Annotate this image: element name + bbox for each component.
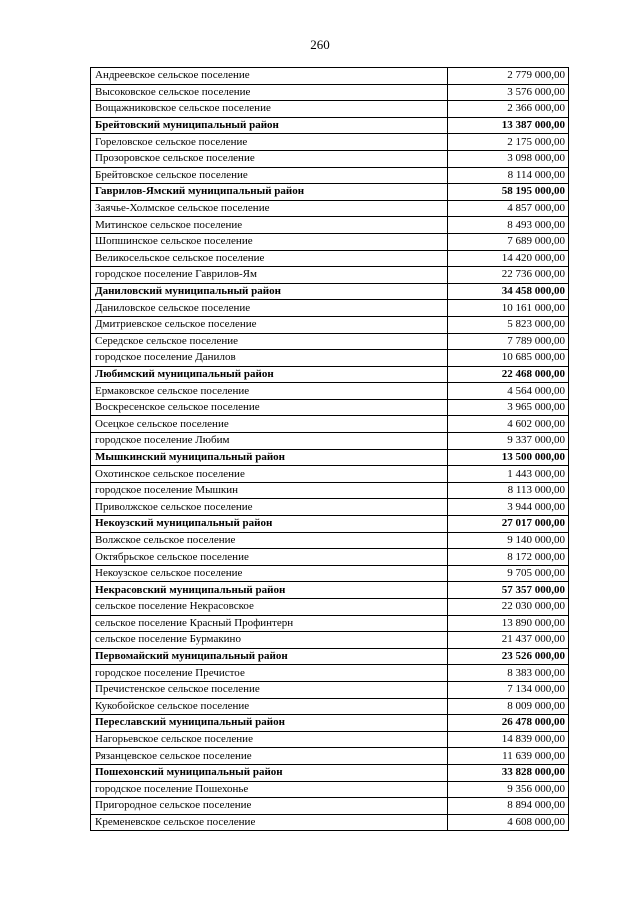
settlement-row [91,101,569,118]
settlement-amount-cell: 14 420 000,00 [448,250,569,267]
settlement-row [91,134,569,151]
settlement-amount-cell: 4 564 000,00 [448,383,569,400]
district-total-row [91,764,569,781]
settlement-name-cell: Великосельское сельское поселение [91,250,448,267]
settlement-name-cell: Некоузское сельское поселение [91,565,448,582]
settlement-row [91,68,569,85]
settlement-row [91,167,569,184]
settlement-row [91,333,569,350]
settlement-row [91,665,569,682]
settlement-row [91,748,569,765]
settlement-amount-cell: 8 113 000,00 [448,482,569,499]
settlement-amount-cell: 2 366 000,00 [448,101,569,118]
district-amount-cell: 58 195 000,00 [448,184,569,201]
settlement-row [91,549,569,566]
settlement-amount-cell: 4 608 000,00 [448,814,569,831]
settlement-row [91,433,569,450]
settlement-name-cell: Кременевское сельское поселение [91,814,448,831]
settlement-row [91,150,569,167]
settlement-amount-cell: 1 443 000,00 [448,466,569,483]
district-amount-cell: 33 828 000,00 [448,764,569,781]
settlement-amount-cell: 13 890 000,00 [448,615,569,632]
settlement-row [91,681,569,698]
settlement-row [91,84,569,101]
district-total-row [91,582,569,599]
settlement-name-cell: Заячье-Холмское сельское поселение [91,200,448,217]
settlement-row [91,267,569,284]
district-total-row [91,516,569,533]
district-amount-cell: 23 526 000,00 [448,648,569,665]
settlement-row [91,200,569,217]
settlement-row [91,350,569,367]
settlement-name-cell: сельское поселение Красный Профинтерн [91,615,448,632]
settlement-row [91,316,569,333]
settlement-amount-cell: 5 823 000,00 [448,316,569,333]
settlement-row [91,814,569,831]
settlement-name-cell: Вощажниковское сельское поселение [91,101,448,118]
settlement-amount-cell: 2 175 000,00 [448,134,569,151]
settlement-row [91,798,569,815]
settlement-amount-cell: 7 134 000,00 [448,681,569,698]
district-total-row [91,117,569,134]
district-total-row [91,184,569,201]
district-name-cell: Некоузский муниципальный район [91,516,448,533]
page-number: 260 [310,37,330,52]
settlement-row [91,565,569,582]
settlement-amount-cell: 8 009 000,00 [448,698,569,715]
settlement-amount-cell: 22 736 000,00 [448,267,569,284]
settlement-amount-cell: 8 114 000,00 [448,167,569,184]
district-name-cell: Первомайский муниципальный район [91,648,448,665]
settlement-amount-cell: 8 383 000,00 [448,665,569,682]
settlement-name-cell: Воскресенское сельское поселение [91,399,448,416]
settlement-name-cell: Прозоровское сельское поселение [91,150,448,167]
district-total-row [91,283,569,300]
settlement-name-cell: Митинское сельское поселение [91,217,448,234]
settlement-amount-cell: 11 639 000,00 [448,748,569,765]
settlement-name-cell: Рязанцевское сельское поселение [91,748,448,765]
settlement-row [91,466,569,483]
settlement-name-cell: Пригородное сельское поселение [91,798,448,815]
district-name-cell: Гаврилов-Ямский муниципальный район [91,184,448,201]
district-amount-cell: 22 468 000,00 [448,366,569,383]
settlement-name-cell: Волжское сельское поселение [91,532,448,549]
settlement-row [91,416,569,433]
settlement-amount-cell: 9 705 000,00 [448,565,569,582]
settlement-name-cell: Кукобойское сельское поселение [91,698,448,715]
settlement-row [91,731,569,748]
district-total-row [91,648,569,665]
settlement-name-cell: городское поселение Пречистое [91,665,448,682]
district-amount-cell: 13 500 000,00 [448,449,569,466]
settlement-row [91,615,569,632]
settlement-row [91,698,569,715]
settlement-row [91,233,569,250]
settlement-name-cell: сельское поселение Бурмакино [91,632,448,649]
budget-allocation-table [90,67,569,831]
settlement-amount-cell: 22 030 000,00 [448,599,569,616]
district-amount-cell: 13 387 000,00 [448,117,569,134]
settlement-name-cell: Даниловское сельское поселение [91,300,448,317]
settlement-amount-cell: 8 172 000,00 [448,549,569,566]
settlement-name-cell: Охотинское сельское поселение [91,466,448,483]
settlement-row [91,250,569,267]
settlement-row [91,599,569,616]
settlement-name-cell: Осецкое сельское поселение [91,416,448,433]
district-total-row [91,366,569,383]
settlement-amount-cell: 3 965 000,00 [448,399,569,416]
district-name-cell: Любимский муниципальный район [91,366,448,383]
settlement-name-cell: Октябрьское сельское поселение [91,549,448,566]
settlement-name-cell: Шопшинское сельское поселение [91,233,448,250]
settlement-amount-cell: 3 576 000,00 [448,84,569,101]
settlement-amount-cell: 2 779 000,00 [448,68,569,85]
settlement-name-cell: Дмитриевское сельское поселение [91,316,448,333]
settlement-row [91,300,569,317]
settlement-row [91,482,569,499]
settlement-row [91,399,569,416]
settlement-name-cell: Пречистенское сельское поселение [91,681,448,698]
settlement-amount-cell: 4 857 000,00 [448,200,569,217]
settlement-amount-cell: 8 493 000,00 [448,217,569,234]
district-name-cell: Мышкинский муниципальный район [91,449,448,466]
district-total-row [91,449,569,466]
settlement-name-cell: Приволжское сельское поселение [91,499,448,516]
settlement-row [91,499,569,516]
district-name-cell: Переславский муниципальный район [91,715,448,732]
settlement-name-cell: городское поселение Мышкин [91,482,448,499]
settlement-name-cell: Брейтовское сельское поселение [91,167,448,184]
district-name-cell: Пошехонский муниципальный район [91,764,448,781]
settlement-amount-cell: 14 839 000,00 [448,731,569,748]
settlement-amount-cell: 7 789 000,00 [448,333,569,350]
settlement-amount-cell: 3 098 000,00 [448,150,569,167]
district-name-cell: Даниловский муниципальный район [91,283,448,300]
settlement-amount-cell: 9 337 000,00 [448,433,569,450]
settlement-name-cell: городское поселение Пошехонье [91,781,448,798]
settlement-row [91,217,569,234]
settlement-amount-cell: 10 685 000,00 [448,350,569,367]
settlement-amount-cell: 9 140 000,00 [448,532,569,549]
district-amount-cell: 34 458 000,00 [448,283,569,300]
district-total-row [91,715,569,732]
district-amount-cell: 57 357 000,00 [448,582,569,599]
settlement-row [91,383,569,400]
settlement-name-cell: Середское сельское поселение [91,333,448,350]
settlement-amount-cell: 7 689 000,00 [448,233,569,250]
district-amount-cell: 27 017 000,00 [448,516,569,533]
settlement-name-cell: Андреевское сельское поселение [91,68,448,85]
settlement-row [91,781,569,798]
settlement-amount-cell: 21 437 000,00 [448,632,569,649]
table-body [91,68,569,831]
settlement-row [91,632,569,649]
settlement-amount-cell: 10 161 000,00 [448,300,569,317]
settlement-amount-cell: 4 602 000,00 [448,416,569,433]
settlement-name-cell: городское поселение Данилов [91,350,448,367]
settlement-name-cell: городское поселение Гаврилов-Ям [91,267,448,284]
settlement-name-cell: городское поселение Любим [91,433,448,450]
district-name-cell: Брейтовский муниципальный район [91,117,448,134]
settlement-name-cell: Высоковское сельское поселение [91,84,448,101]
district-amount-cell: 26 478 000,00 [448,715,569,732]
settlement-row [91,532,569,549]
settlement-amount-cell: 3 944 000,00 [448,499,569,516]
settlement-name-cell: Ермаковское сельское поселение [91,383,448,400]
settlement-amount-cell: 8 894 000,00 [448,798,569,815]
settlement-name-cell: сельское поселение Некрасовское [91,599,448,616]
district-name-cell: Некрасовский муниципальный район [91,582,448,599]
settlement-name-cell: Нагорьевское сельское поселение [91,731,448,748]
settlement-name-cell: Гореловское сельское поселение [91,134,448,151]
settlement-amount-cell: 9 356 000,00 [448,781,569,798]
